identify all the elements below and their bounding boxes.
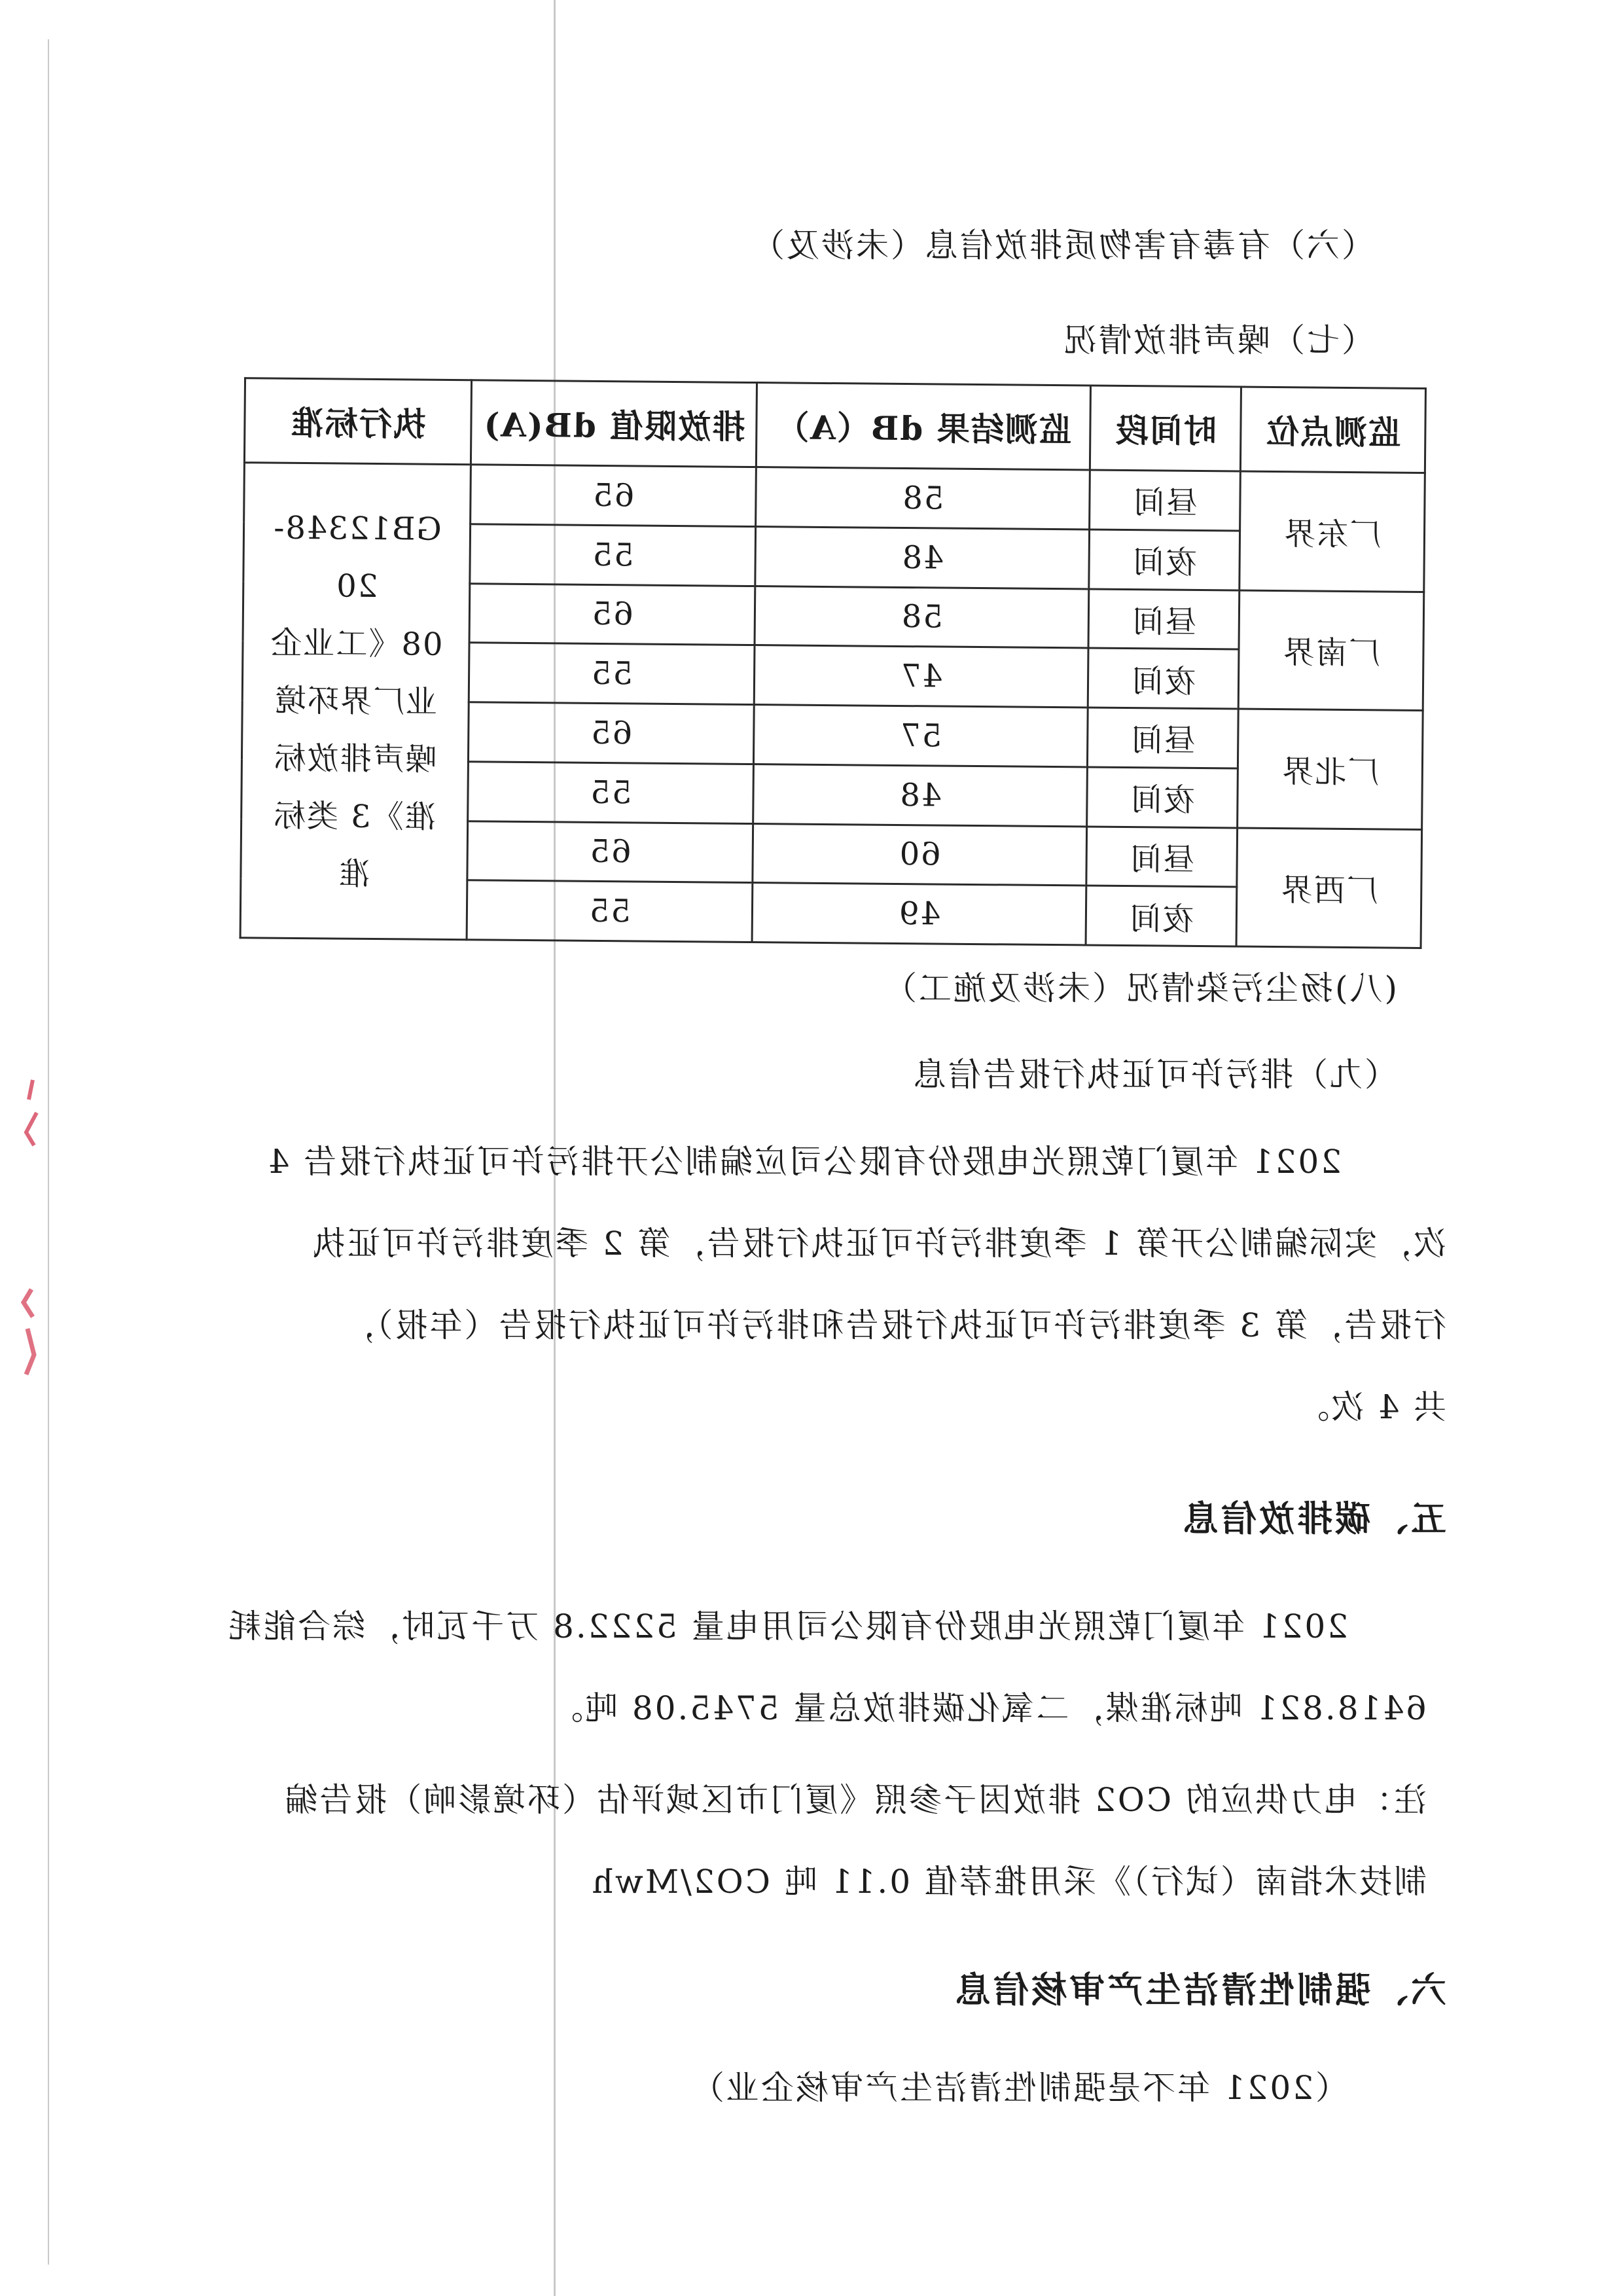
section-6-subheading: （六）有毒有害物质排放信息（未涉及） [750, 226, 1374, 264]
standard-cell [240, 463, 471, 940]
header-result: 监测结果 dB（A） [756, 383, 1090, 470]
section-8-subheading: (八)扬尘污染情况（未涉及施工） [882, 969, 1397, 1007]
limit-cell: 55 [469, 643, 755, 705]
table-row [244, 463, 1425, 532]
clean-production-note: （2021 年不是强制性清洁生产审核企业） [689, 2069, 1348, 2107]
limit-cell: 65 [469, 583, 755, 645]
result-cell: 57 [753, 705, 1088, 767]
result-cell: 49 [752, 883, 1086, 945]
section-9-subheading: （九）排污许可证执行报告信息 [912, 1056, 1397, 1094]
section-6-heading: 六、强制性清洁生产审核信息 [953, 1969, 1446, 2011]
permit-report-paragraph-line: 行报告，第 3 季度排污许可证执行报告和排污许可证执行报告（年报）， [340, 1306, 1446, 1344]
limit-cell: 65 [471, 465, 757, 527]
result-cell: 60 [753, 823, 1087, 886]
permit-report-paragraph-line: 共 4 次。 [1294, 1388, 1446, 1426]
result-cell: 58 [755, 586, 1089, 648]
permit-report-paragraph-line: 次，实际编制公开第 1 季度排污许可证执行报告，第 2 季度排污许可证执 [310, 1225, 1446, 1263]
period-cell: 夜间 [1089, 529, 1240, 590]
limit-cell: 55 [467, 880, 753, 942]
standard-line: 准》3 类标 [272, 797, 437, 836]
result-cell: 48 [753, 764, 1088, 826]
header-period: 时间段 [1090, 386, 1241, 471]
limit-cell: 65 [467, 821, 753, 883]
header-location: 监测点位 [1240, 387, 1425, 473]
emission-factor-note-line: 注：电力供应的 CO2 排放因子参照《厦门市区域评估（环境影响）报告编 [283, 1781, 1427, 1819]
period-cell: 夜间 [1087, 767, 1238, 828]
permit-report-paragraph-line: 2021 年厦门乾照光电股份有限公司应编制公开排污许可证执行报告 4 [266, 1143, 1342, 1181]
section-5-heading: 五、碳排放信息 [1181, 1498, 1446, 1539]
standard-line: 准 [337, 855, 371, 893]
period-cell: 昼间 [1088, 589, 1240, 650]
carbon-paragraph-line: 6418.821 吨标准煤，二氧化碳排放总量 5745.08 吨。 [548, 1689, 1427, 1727]
limit-cell: 65 [468, 702, 754, 764]
table-header-row [244, 378, 1425, 473]
location-cell: 厂南界 [1238, 590, 1424, 711]
location-cell: 厂西界 [1236, 828, 1422, 948]
period-cell: 昼间 [1090, 470, 1241, 531]
result-cell: 48 [755, 526, 1090, 588]
result-cell: 47 [754, 645, 1088, 708]
limit-cell: 55 [470, 524, 756, 586]
period-cell: 夜间 [1088, 648, 1239, 709]
result-cell: 58 [756, 467, 1090, 529]
standard-line: GB12348-20 [272, 509, 442, 605]
header-limit: 排放限值 dB(A) [471, 380, 757, 467]
scan-edge-line [48, 39, 49, 2265]
section-7-subheading: （七）噪声排放情况 [1062, 321, 1374, 359]
period-cell: 昼间 [1087, 708, 1238, 768]
location-cell: 厂北界 [1238, 709, 1423, 829]
seal-stamp-fragment [7, 1073, 46, 1388]
standard-line: 噪声排放标 [273, 740, 437, 778]
limit-cell: 55 [468, 761, 754, 823]
emission-factor-note-line: 制技术指南（试行）》采用推荐值 0.11 吨 CO2/Mwh [590, 1863, 1427, 1901]
location-cell: 厂东界 [1240, 471, 1425, 592]
header-standard: 执行标准 [244, 378, 471, 465]
standard-line: 08《工业企 [269, 624, 443, 663]
period-cell: 夜间 [1086, 886, 1237, 946]
period-cell: 昼间 [1086, 826, 1238, 887]
noise-emission-table [240, 377, 1427, 949]
standard-line: 业厂界环境 [274, 682, 438, 721]
carbon-paragraph-line: 2021 年厦门乾照光电股份有限公司用电量 5222.8 万千瓦时，综合能耗 [226, 1607, 1348, 1645]
